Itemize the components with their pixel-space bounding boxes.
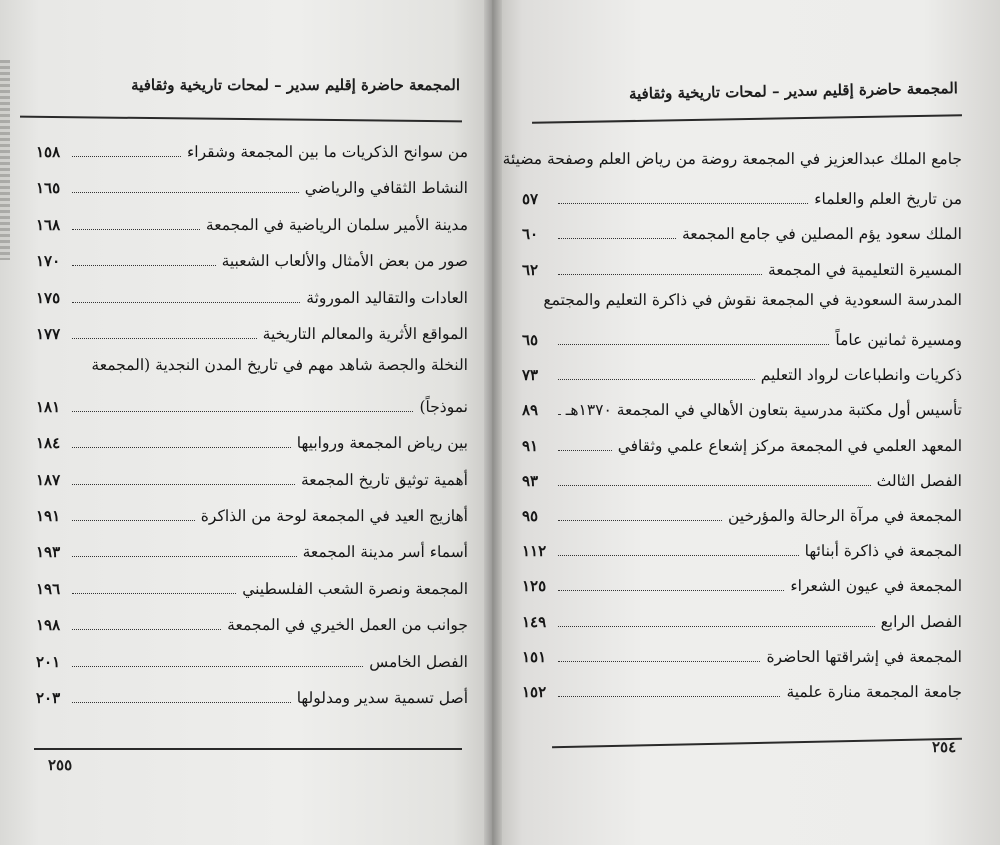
toc-page-number: ٨٩ bbox=[522, 401, 539, 420]
toc-entry bbox=[36, 320, 468, 350]
toc-entry bbox=[36, 575, 468, 605]
toc-page-number: ١٥٢ bbox=[522, 683, 547, 701]
toc-entry bbox=[522, 220, 962, 250]
toc-entry bbox=[36, 466, 468, 496]
toc-leader-dots bbox=[558, 326, 829, 345]
toc-entry bbox=[36, 393, 468, 423]
toc-entry bbox=[522, 467, 962, 497]
toc-leader-dots bbox=[72, 538, 297, 557]
toc-entry bbox=[36, 138, 468, 168]
toc-leader-dots bbox=[72, 466, 295, 485]
toc-entry-title: ومسيرة ثمانين عاماً bbox=[835, 331, 962, 349]
toc-page-number: ١٥١ bbox=[522, 647, 547, 666]
toc-page-number: ١٩٨ bbox=[36, 616, 61, 635]
toc-leader-dots bbox=[72, 575, 236, 594]
toc-entry bbox=[36, 211, 468, 241]
toc-page-number: ٦٥ bbox=[522, 331, 539, 349]
toc-leader-dots bbox=[558, 537, 799, 556]
toc-entry bbox=[522, 502, 962, 532]
toc-entry-line: جامع الملك عبدالعزيز في المجمعة روضة من رياض العلم وصفحة مضيئة bbox=[502, 150, 962, 168]
toc-entry-title: صور من بعض الأمثال والألعاب الشعبية bbox=[221, 252, 468, 271]
toc-entry bbox=[522, 256, 962, 286]
toc-entry-title: المجمعة في إشراقتها الحاضرة bbox=[766, 647, 962, 666]
toc-entry-title: المعهد العلمي في المجمعة مركز إشعاع علمي وثقافي bbox=[617, 436, 962, 455]
toc-leader-dots bbox=[72, 684, 291, 703]
left-page-number: ٢٥٥ bbox=[48, 756, 73, 774]
toc-leader-dots bbox=[72, 611, 221, 630]
toc-leader-dots bbox=[558, 502, 722, 521]
toc-entry-title: الملك سعود يؤم المصلين في جامع المجمعة bbox=[681, 225, 962, 244]
toc-entry-title: المجمعة في ذاكرة أبنائها bbox=[804, 542, 962, 561]
toc-entry-title: ذكريات وانطباعات لرواد التعليم bbox=[760, 366, 962, 385]
toc-leader-dots bbox=[558, 220, 676, 239]
toc-entry-title: المجمعة في عيون الشعراء bbox=[790, 577, 962, 596]
toc-leader-dots bbox=[72, 320, 257, 339]
toc-leader-dots bbox=[558, 467, 871, 486]
toc-entry bbox=[522, 643, 962, 673]
toc-page-number: ١٧٥ bbox=[36, 288, 61, 307]
toc-entry bbox=[522, 185, 962, 215]
toc-entry-title: مدينة الأمير سلمان الرياضية في المجمعة bbox=[205, 215, 468, 234]
toc-leader-dots bbox=[558, 608, 875, 627]
toc-entry bbox=[36, 684, 468, 714]
toc-entry-title: المسيرة التعليمية في المجمعة bbox=[768, 260, 962, 279]
toc-entry-title: بين رياض المجمعة وروابيها bbox=[296, 434, 468, 453]
toc-entry-title: جامعة المجمعة منارة علمية bbox=[786, 683, 962, 701]
toc-page-number: ٢٠١ bbox=[36, 652, 61, 671]
toc-entry-title: جوانب من العمل الخيري في المجمعة bbox=[227, 616, 468, 635]
toc-page-number: ١٨٤ bbox=[36, 434, 61, 453]
toc-entry bbox=[36, 611, 468, 641]
toc-page-number: ١٧٧ bbox=[36, 325, 61, 343]
toc-leader-dots bbox=[558, 643, 760, 662]
toc-page-number: ١٥٨ bbox=[36, 143, 61, 161]
toc-entry-title: العادات والتقاليد الموروثة bbox=[306, 288, 468, 307]
toc-entry-line: المدرسة السعودية في المجمعة نقوش في ذاكرة التعليم والمجتمع bbox=[543, 290, 962, 309]
toc-entry-title: أهازيج العيد في المجمعة لوحة من الذاكرة bbox=[200, 507, 468, 525]
toc-entry bbox=[36, 648, 468, 678]
toc-page-number: ١٦٨ bbox=[36, 215, 61, 234]
toc-leader-dots bbox=[558, 185, 808, 204]
toc-entry-title: من تاريخ العلم والعلماء bbox=[814, 190, 962, 209]
toc-leader-dots bbox=[72, 284, 300, 303]
toc-page-number: ١٦٥ bbox=[36, 179, 61, 198]
toc-entry-title: الفصل الرابع bbox=[880, 612, 962, 631]
toc-page-number: ٧٣ bbox=[522, 366, 539, 385]
toc-entry-title: المواقع الأثرية والمعالم التاريخية bbox=[262, 325, 468, 343]
toc-entry bbox=[36, 538, 468, 568]
toc-page-number: ١٢٥ bbox=[522, 577, 547, 596]
toc-entry-title: من سوانح الذكريات ما بين المجمعة وشقراء bbox=[186, 143, 468, 161]
toc-leader-dots bbox=[72, 429, 291, 448]
right-page-number: ٢٥٤ bbox=[932, 738, 957, 756]
toc-entry bbox=[522, 572, 962, 602]
toc-page-number: ١٤٩ bbox=[522, 612, 547, 631]
toc-page-number: ٩٣ bbox=[522, 471, 539, 490]
toc-page-number: ٢٠٣ bbox=[36, 689, 61, 707]
toc-entry-title: أهمية توثيق تاريخ المجمعة bbox=[300, 470, 468, 489]
toc-entry-title: نموذجاً) bbox=[419, 397, 468, 416]
toc-page-number: ٥٧ bbox=[522, 190, 539, 209]
toc-entry-title: المجمعة ونصرة الشعب الفلسطيني bbox=[242, 579, 468, 598]
left-page bbox=[0, 0, 492, 845]
toc-entry bbox=[522, 361, 962, 391]
toc-entry-title: المجمعة في مرآة الرحالة والمؤرخين bbox=[727, 507, 962, 525]
toc-entry-title: أسماء أسر مدينة المجمعة bbox=[302, 543, 468, 562]
toc-entry bbox=[522, 396, 962, 426]
toc-leader-dots bbox=[72, 393, 413, 412]
toc-page-number: ١٨٧ bbox=[36, 470, 61, 489]
toc-page-number: ١١٢ bbox=[522, 542, 547, 561]
toc-entry bbox=[522, 537, 962, 567]
left-footer-rule bbox=[34, 748, 462, 750]
toc-page-number: ١٩٣ bbox=[36, 543, 61, 562]
toc-entry bbox=[522, 326, 962, 356]
toc-page-number: ٦٠ bbox=[522, 225, 539, 244]
toc-leader-dots bbox=[558, 396, 560, 415]
toc-page-number: ٩١ bbox=[522, 436, 539, 455]
toc-page-number: ١٩١ bbox=[36, 507, 61, 525]
toc-page-number: ١٧٠ bbox=[36, 252, 61, 271]
toc-entry bbox=[36, 429, 468, 459]
toc-entry bbox=[522, 432, 962, 462]
toc-entry-title: النشاط الثقافي والرياضي bbox=[304, 179, 468, 198]
toc-leader-dots bbox=[558, 432, 612, 451]
toc-leader-dots bbox=[558, 256, 762, 275]
left-running-header: المجمعة حاضرة إقليم سدير – لمحات تاريخية وثقافية bbox=[131, 76, 460, 94]
toc-entry bbox=[36, 247, 468, 277]
toc-leader-dots bbox=[72, 247, 216, 266]
left-toc bbox=[0, 0, 492, 845]
toc-entry-line: النخلة والجصة شاهد مهم في تاريخ المدن النجدية (المجمعة bbox=[91, 356, 468, 375]
toc-page-number: ٩٥ bbox=[522, 507, 539, 525]
toc-leader-dots bbox=[558, 678, 780, 697]
toc-page-number: ٦٢ bbox=[522, 260, 539, 279]
toc-entry-title: تأسيس أول مكتبة مدرسية بتعاون الأهالي في المجمعة ١٣٧٠هـ bbox=[565, 401, 962, 420]
toc-entry-title: الفصل الثالث bbox=[876, 471, 962, 490]
toc-leader-dots bbox=[72, 648, 363, 667]
toc-entry bbox=[522, 678, 962, 708]
toc-entry-title: أصل تسمية سدير ومدلولها bbox=[296, 689, 468, 707]
toc-entry-title: الفصل الخامس bbox=[369, 652, 468, 671]
toc-entry bbox=[36, 284, 468, 314]
toc-entry bbox=[36, 502, 468, 532]
toc-page-number: ١٩٦ bbox=[36, 579, 61, 598]
right-page bbox=[492, 0, 1000, 845]
toc-leader-dots bbox=[72, 138, 181, 157]
toc-leader-dots bbox=[558, 361, 755, 380]
right-running-header: المجمعة حاضرة إقليم سدير – لمحات تاريخية وثقافية bbox=[628, 79, 959, 103]
toc-leader-dots bbox=[72, 211, 200, 230]
toc-leader-dots bbox=[72, 502, 195, 521]
toc-page-number: ١٨١ bbox=[36, 397, 61, 416]
toc-leader-dots bbox=[558, 572, 784, 591]
book-gutter bbox=[484, 0, 502, 845]
toc-entry bbox=[36, 174, 468, 204]
right-toc bbox=[492, 0, 1000, 845]
toc-leader-dots bbox=[72, 174, 299, 193]
toc-entry bbox=[522, 608, 962, 638]
